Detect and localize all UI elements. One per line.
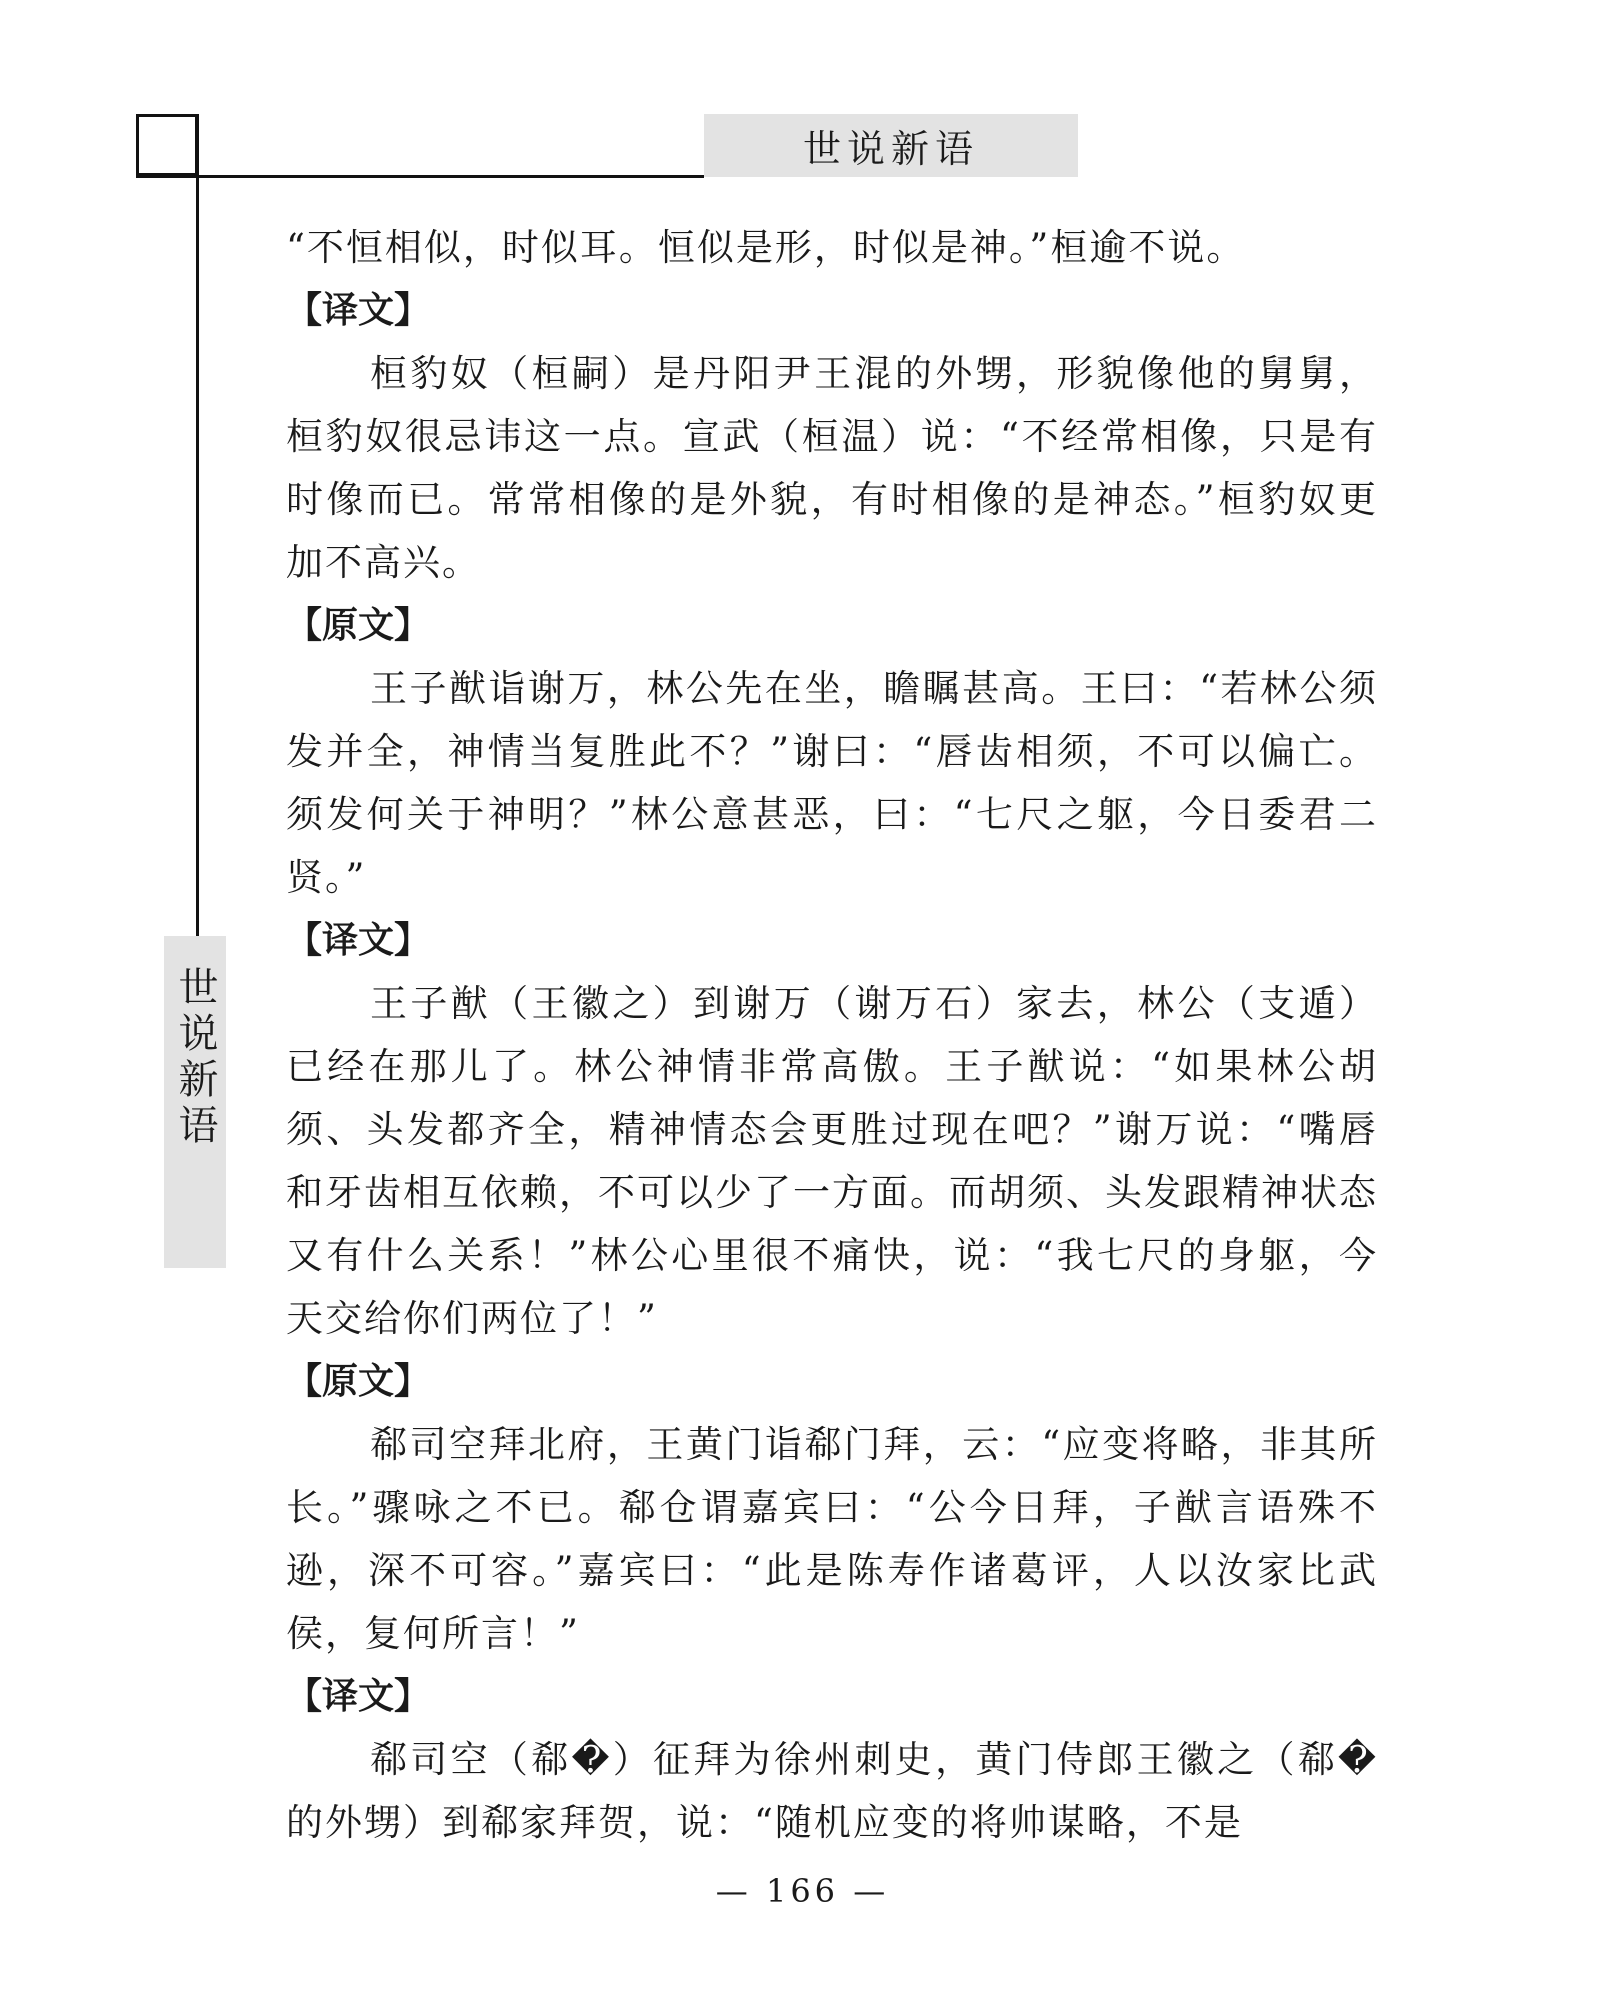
side-tab-label: 世说新语 [172, 966, 218, 1150]
section-heading-translation: 【译文】 [286, 1676, 431, 1717]
page-number: — 166 — [715, 1872, 890, 1910]
header-rule [136, 175, 704, 178]
paragraph: 王子猷（王徽之）到谢万（谢万石）家去，林公（支遁）已经在那儿了。林公神情非常高傲。王子猷说：“如果林公胡须、头发都齐全，精神情态会更胜过现在吧？”谢万说：“嘴唇和牙齿相互依赖，不可以少了一方面。而胡须、头发跟精神状态又有什么关系！”林公心里很不痛快，说：“我七尺的身躯，今天交给你们两位了！” [286, 982, 1378, 1340]
page-body [286, 216, 1378, 1854]
section-heading-translation: 【译文】 [286, 290, 431, 331]
paragraph: 桓豹奴（桓嗣）是丹阳尹王混的外甥，形貌像他的舅舅，桓豹奴很忌讳这一点。宣武（桓温）说：“不经常相像，只是有时像而已。常常相像的是外貌，有时相像的是神态。”桓豹奴更加不高兴。 [286, 352, 1378, 584]
paragraph: 郗司空拜北府，王黄门诣郗门拜，云：“应变将略，非其所长。”骤咏之不已。郗仓谓嘉宾曰：“公今日拜，子猷言语殊不逊，深不可容。”嘉宾曰：“此是陈寿作诸葛评，人以汝家比武侯，复何所言！” [286, 1423, 1378, 1655]
section-heading-translation: 【译文】 [286, 920, 431, 961]
paragraph: “不恒相似，时似耳。恒似是形，时似是神。”桓逾不说。 [286, 226, 1246, 269]
running-header-title: 世说新语 [704, 114, 1078, 177]
margin-rule [196, 114, 199, 938]
section-heading-original: 【原文】 [286, 1361, 431, 1402]
paragraph: 郗司空（郗�）征拜为徐州刺史，黄门侍郎王徽之（郗�的外甥）到郗家拜贺，说：“随机应变的将帅谋略，不是 [286, 1738, 1378, 1844]
section-heading-original: 【原文】 [286, 605, 431, 646]
side-tab [164, 936, 226, 1268]
header-corner-box [136, 114, 198, 176]
paragraph: 王子猷诣谢万，林公先在坐，瞻瞩甚高。王曰：“若林公须发并全，神情当复胜此不？”谢曰：“唇齿相须，不可以偏亡。须发何关于神明？”林公意甚恶，曰：“七尺之躯，今日委君二贤。” [286, 667, 1378, 899]
